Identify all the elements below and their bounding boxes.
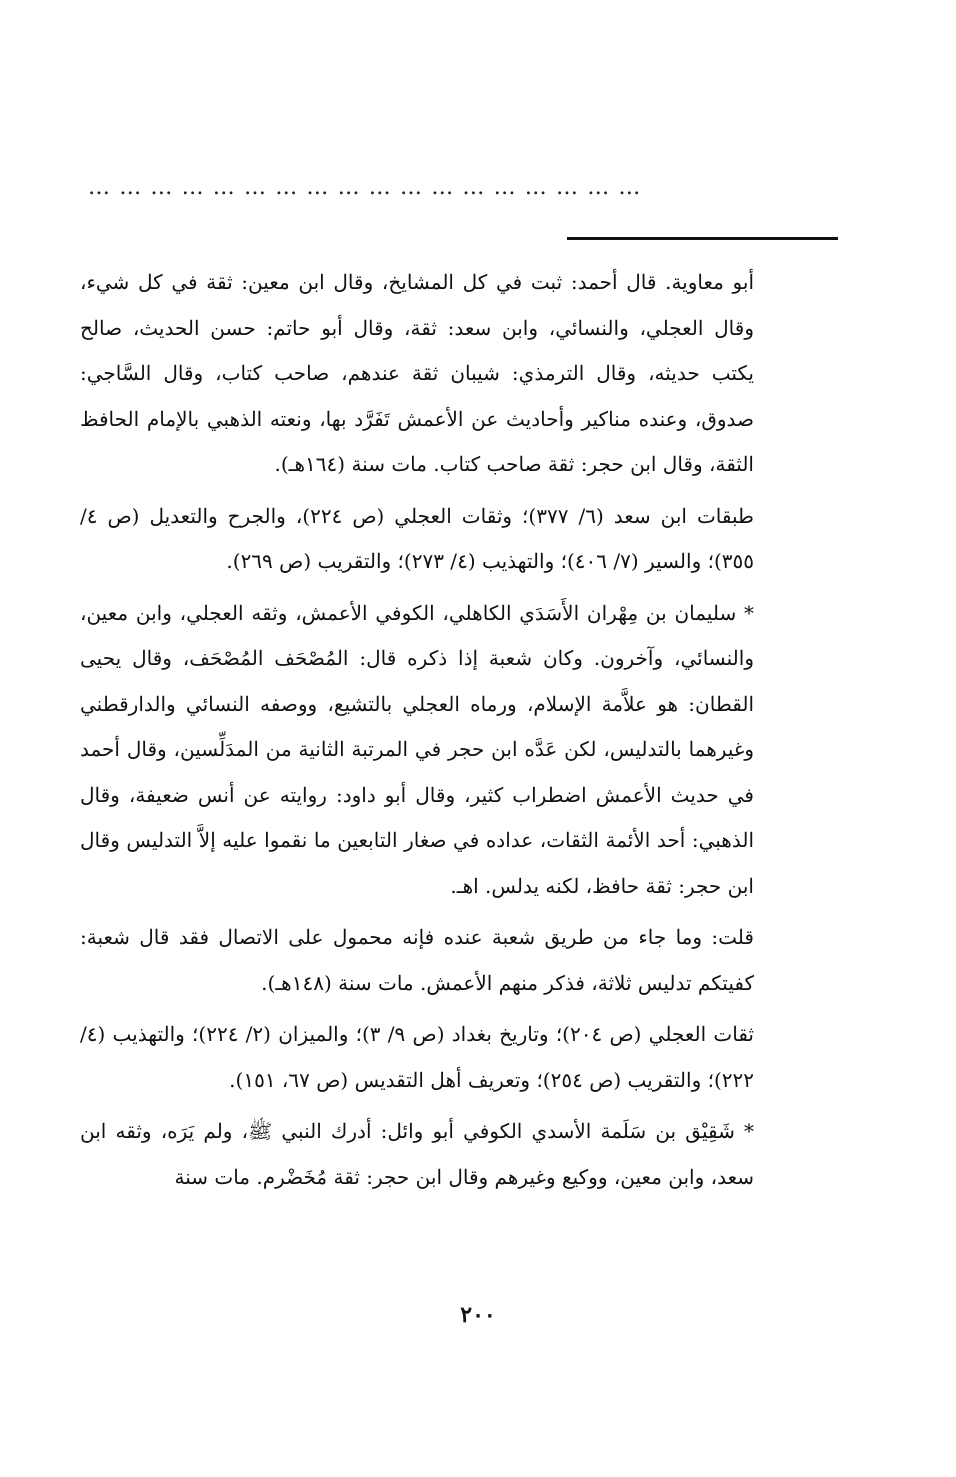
paragraph-narrator-sulayman: * سليمان بن مِهْران الأَسَدَي الكاهلي، الكوفي الأعمش، وثقه العجلي، وابن معين، والنسائي، وآخرون. وكان شعبة إذا ذكره قال: المُصْحَف المُصْحَف، وقال يحيى القطان: هو علاَّمة الإسلام، ورماه العجلي بالتشيع، ووصفه النسائي والدارقطني وغيرهما بالتدليس، لكن عَدَّه ابن حجر في المرتبة الثانية من المدَلِّسين، وقال أحمد في حديث الأعمش اضطراب كثير، وقال أبو داود: روايته عن أنس ضعيفة، وقال الذهبي: أحد الأئمة الثقات، عداده في صغار التابعين ما نقموا عليه إلاَّ التدليس وقال ابن حجر: ثقة حافظ، لكنه يدلس. اهـ. [80,600,754,898]
body-text [80,260,754,1206]
paragraph-references-1: طبقات ابن سعد (٦/ ٣٧٧)؛ وثقات العجلي (ص ٢٢٤)، والجرح والتعديل (ص ٤/ ٣٥٥)؛ والسير (٧/ ٤٠٦)؛ والتهذيب (٤/ ٢٧٣)؛ والتقريب (ص ٢٦٩). [80,503,754,573]
paragraph-narrator-shaqiq: * شَقِيْق بن سَلَمة الأسدي الكوفي أبو وائل: أدرك النبي ﷺ، ولم يَرَه، وثقه ابن سعد، وابن معين، ووكيع وغيرهم وقال ابن حجر: ثقة مُخَضْرم. مات سنة [80,1119,754,1189]
paragraph-narrator-abu-muawiya: أبو معاوية. قال أحمد: ثبت في كل المشايخ، وقال ابن معين: ثقة في كل شيء، وقال العجلي، والنسائي، وابن سعد: ثقة، وقال أبو حاتم: حسن الحديث، صالح يكتب حديثه، وقال الترمذي: شيبان ثقة عندهم، صاحب كتاب، وقال السَّاجي: صدوق، وعنده مناكير وأحاديث عن الأعمش تَفَرَّد بها، ونعته الذهبي بالإمام الحافظ الثقة، وقال ابن حجر: ثقة صاحب كتاب. مات سنة (١٦٤هـ). [80,270,754,476]
dotted-separator: ……………………………………………… [88,178,650,198]
paragraph-references-2: ثقات العجلي (ص ٢٠٤)؛ وتاريخ بغداد (ص ٩/ ٣)؛ والميزان (٢/ ٢٢٤)؛ والتهذيب (٤/ ٢٢٢)؛ والتقريب (ص ٢٥٤)؛ وتعريف أهل التقديس (ص ٦٧، ١٥١). [80,1022,755,1092]
page-number: ٢٠٠ [460,1302,496,1328]
footnote-rule [567,237,838,240]
paragraph-comment: قلت: وما جاء من طريق شعبة عنده فإنه محمول على الاتصال فقد قال شعبة: كفيتكم تدليس ثلاثة، فذكر منهم الأعمش. مات سنة (١٤٨هـ). [80,925,754,995]
